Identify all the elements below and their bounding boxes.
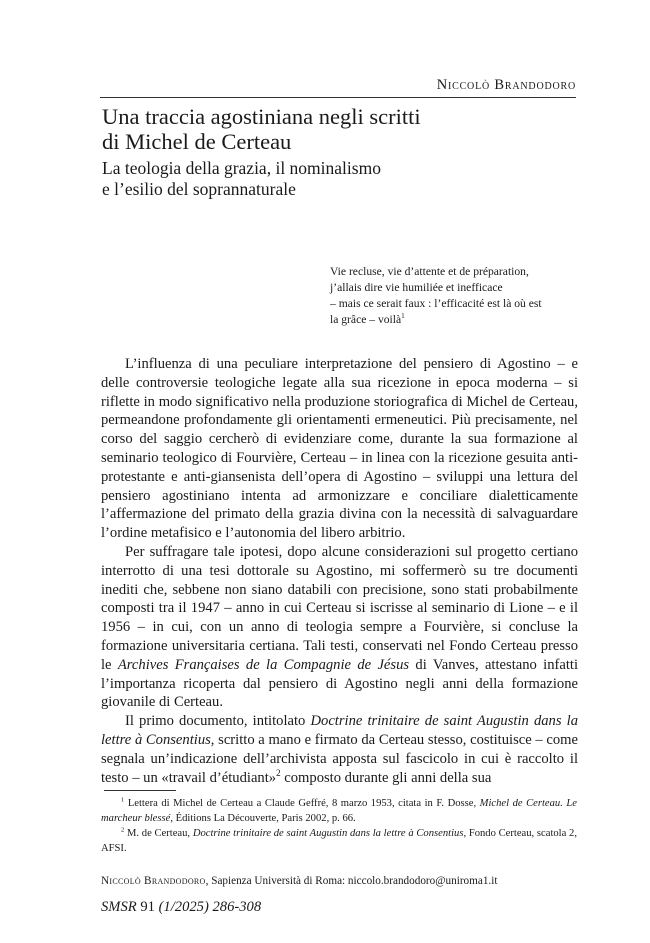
paragraph-2 <box>101 543 578 712</box>
body-text <box>101 355 578 787</box>
title-line-2: di Michel de Certeau <box>102 129 292 154</box>
journal-name: SMSR <box>101 899 141 915</box>
footnote-1-book-title: Michel de Certeau. Le marcheur blessé <box>101 798 577 824</box>
author-affiliation <box>101 876 577 887</box>
footnote-1-number: 1 <box>121 796 125 804</box>
journal-volume: 91 <box>140 899 155 915</box>
affiliation-author-name: Niccolò Brandodoro <box>101 875 206 887</box>
epigraph-line-1: Vie recluse, vie d’attente et de préparation, <box>330 265 529 278</box>
footnote-1-text: Lettera di Michel de Certeau a Claude Geffré, 8 marzo 1953, citata in F. Dosse, <box>127 798 480 809</box>
paragraph-2-text-end: di Vanves, attestano infatti l’importanza ricoperta dal pensiero di Agostino negli anni della formazione giovanile di Certeau. <box>101 656 579 711</box>
epigraph-line-4: la grâce – voilà <box>330 313 402 326</box>
paragraph-2-text: Per suffragare tale ipotesi, dopo alcune considerazioni sul progetto certiano interrotto di una tesi dottorale su Agostino, mi soffermerò su tre documenti inediti che, sebbene non siano databili con precisione, sono stati probabilmente composti tra il 1947 – anno in cui Certeau si iscrisse al seminario di Lione – e il 1956 – in cui, con un anno di teologia sempre a Fourvière, si concluse la formazione universitaria certiana. Tali testi, conservati nel Fondo Certeau presso le <box>101 543 578 673</box>
epigraph-line-2: j’allais dire vie humiliée et inefficace <box>330 281 503 294</box>
header-rule <box>100 97 576 98</box>
journal-issue-pages: (1/2025) 286-308 <box>154 899 262 915</box>
footnote-ref-2[interactable]: 2 <box>276 767 281 778</box>
document-title: Doctrine trinitaire de saint Augustin dans la lettre à Consentius <box>101 713 578 748</box>
paragraph-1: L’influenza di una peculiare interpretazione del pensiero di Agostino – e delle controversie teologiche legate alla sua ricezione in epoca moderna – si riflette in modo significativo nella produzione storiografica di Michel de Certeau, permeandone profondamente gli orientamenti ermeneutici. Più precisamente, nel corso del saggio cercherò di evidenziare come, durante la sua formazione al seminario teologico di Fourvière, Certeau – in linea con la ricezione gesuita anti-protestante e anti-giansenista dell’opera di Agostino – sviluppi una lettura del pensiero agostiniano intenta ad armonizzare e conciliare dialetticamente l’affermazione del primato della grazia divina con la necessità di salvaguardare l’ordine metafisico e l’autonomia del libero arbitrio. <box>101 356 578 542</box>
running-header-author: Niccolò Brandodoro <box>436 77 576 93</box>
epigraph <box>330 264 582 328</box>
paragraph-3-text-middle: , scritto a mano e firmato da Certeau stesso, costituisce – come segnala un’indicazione dell’archivista apposta sul fascicolo in cui è raccolto il testo – un «travail d’étudiant» <box>101 731 578 786</box>
journal-reference <box>101 900 401 915</box>
footnote-separator <box>104 790 176 791</box>
paragraph-3-text-end: composto durante gli anni della sua <box>280 769 492 786</box>
title-line-1: Una traccia agostiniana negli scritti <box>102 104 421 129</box>
article-subtitle <box>102 158 572 200</box>
subtitle-line-1: La teologia della grazia, il nominalismo <box>102 158 381 178</box>
footnotes <box>101 796 577 856</box>
paragraph-3-text: Il primo documento, intitolato <box>125 713 311 730</box>
footnote-2-text-end: , Fondo Certeau, scatola 2, AFSI. <box>101 828 577 854</box>
archive-name: Archives Françaises de la Compagnie de Jésus <box>117 656 410 673</box>
affiliation-details: , Sapienza Università di Roma: niccolo.brandodoro@uniroma1.it <box>205 875 498 887</box>
footnote-2 <box>101 826 577 856</box>
paragraph-3 <box>101 712 578 787</box>
footnote-ref-1[interactable]: 1 <box>401 312 405 321</box>
epigraph-line-3: – mais ce serait faux : l’efficacité est là où est <box>330 297 542 310</box>
subtitle-line-2: e l’esilio del soprannaturale <box>102 179 296 199</box>
footnote-1 <box>101 796 577 826</box>
footnote-2-number: 2 <box>121 826 125 834</box>
footnote-2-doc-title: Doctrine trinitaire de saint Augustin dans la lettre à Consentius <box>192 828 464 839</box>
footnote-2-text: M. de Certeau, <box>127 828 193 839</box>
article-title <box>102 104 572 154</box>
footnote-1-text-end: , Éditions La Découverte, Paris 2002, p. 66. <box>170 813 356 824</box>
